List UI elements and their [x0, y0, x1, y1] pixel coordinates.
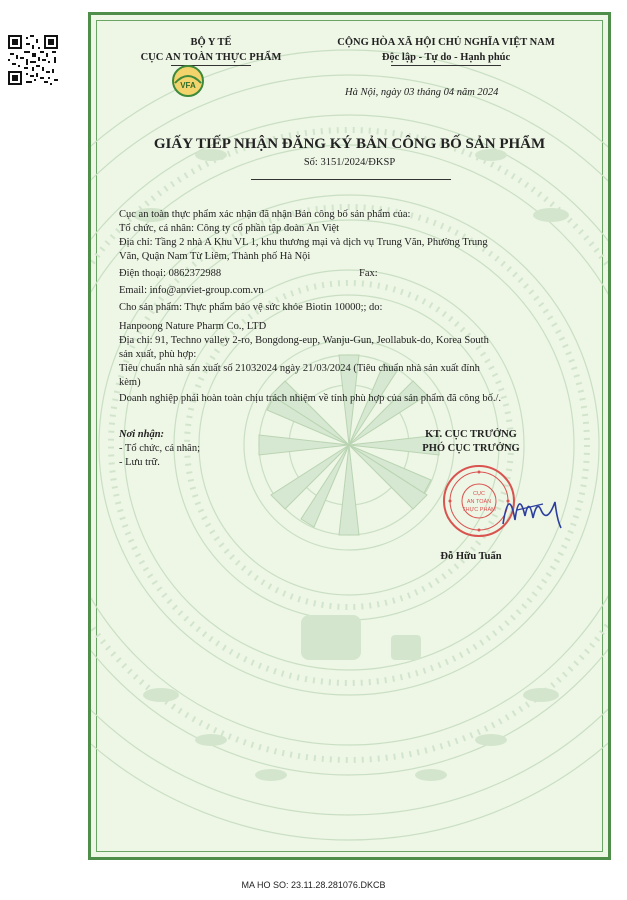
body-manufacturer-address-1: Địa chỉ: 91, Techno valley 2-ro, Bongdong-eup, Wanju-Gun, Jeollabuk-do, Korea South	[119, 335, 489, 346]
document-number: Số: 3151/2024/ĐKSP	[303, 157, 396, 168]
dossier-code: MA HO SO: 23.11.28.281076.DKCB	[241, 880, 386, 890]
signature	[495, 480, 565, 535]
body-manufacturer-address-2: sản xuất, phù hợp:	[119, 349, 197, 360]
qr-code	[8, 35, 58, 85]
title-underline	[251, 179, 451, 180]
vfa-logo-text: VFA	[180, 81, 196, 90]
signer-title-1: KT. CỤC TRƯỞNG	[425, 429, 517, 440]
body-manufacturer: Hanpoong Nature Pharm Co., LTD	[119, 321, 267, 332]
recipient-item: - Lưu trữ.	[119, 457, 160, 468]
body-address-line-2: Văn, Quận Nam Từ Liêm, Thành phố Hà Nội	[119, 251, 311, 262]
body-intro: Cục an toàn thực phẩm xác nhận đã nhận Bản công bố sản phẩm của:	[119, 209, 411, 220]
stamp-text	[462, 491, 496, 513]
body-fax: Fax:	[359, 268, 378, 279]
svg-text:AN TOÀN: AN TOÀN	[466, 499, 492, 505]
svg-text:CỤC: CỤC	[473, 491, 485, 497]
body-responsibility: Doanh nghiệp phải hoàn toàn chịu trách nhiệm về tính phù hợp của sản phẩm đã công bố./.	[119, 393, 501, 404]
certificate	[88, 12, 611, 860]
document-title: GIẤY TIẾP NHẬN ĐĂNG KÝ BẢN CÔNG BỐ SẢN PHẨM	[153, 136, 546, 152]
signer-name: Đỗ Hữu Tuấn	[440, 551, 502, 562]
signer-title-2: PHÓ CỤC TRƯỞNG	[422, 443, 520, 454]
body-standard-2: kèm)	[119, 377, 141, 388]
vfa-logo	[171, 61, 205, 101]
body-product: Cho sản phẩm: Thực phẩm bảo vệ sức khỏe Biotin 10000;; do:	[119, 302, 383, 313]
body-email: Email: info@anviet-group.com.vn	[119, 285, 264, 296]
body-address-line-1: Địa chỉ: Tầng 2 nhà A Khu VL 1, khu thương mại và dịch vụ Trung Văn, Phường Trung	[119, 237, 488, 248]
recipient-item: - Tổ chức, cá nhân;	[119, 443, 201, 454]
motto-underline	[391, 65, 501, 66]
agency-name: CỤC AN TOÀN THỰC PHẨM	[140, 52, 282, 63]
issue-date: Hà Nội, ngày 03 tháng 04 năm 2024	[345, 87, 499, 98]
country-name: CỘNG HÒA XÃ HỘI CHỦ NGHĨA VIỆT NAM	[337, 37, 555, 48]
body-organization: Tổ chức, cá nhân: Công ty cổ phần tập đoàn An Việt	[119, 223, 340, 234]
country-motto: Độc lập - Tự do - Hạnh phúc	[381, 52, 511, 63]
body-phone: Điện thoại: 0862372988	[119, 268, 222, 279]
recipients-heading: Nơi nhận:	[119, 429, 165, 440]
body-standard-1: Tiêu chuẩn nhà sản xuất số 21032024 ngày 21/03/2024 (Tiêu chuẩn nhà sản xuất đính	[119, 363, 480, 374]
ministry-name: BỘ Y TẾ	[190, 37, 232, 48]
svg-text:THỰC PHẨM: THỰC PHẨM	[462, 507, 496, 513]
